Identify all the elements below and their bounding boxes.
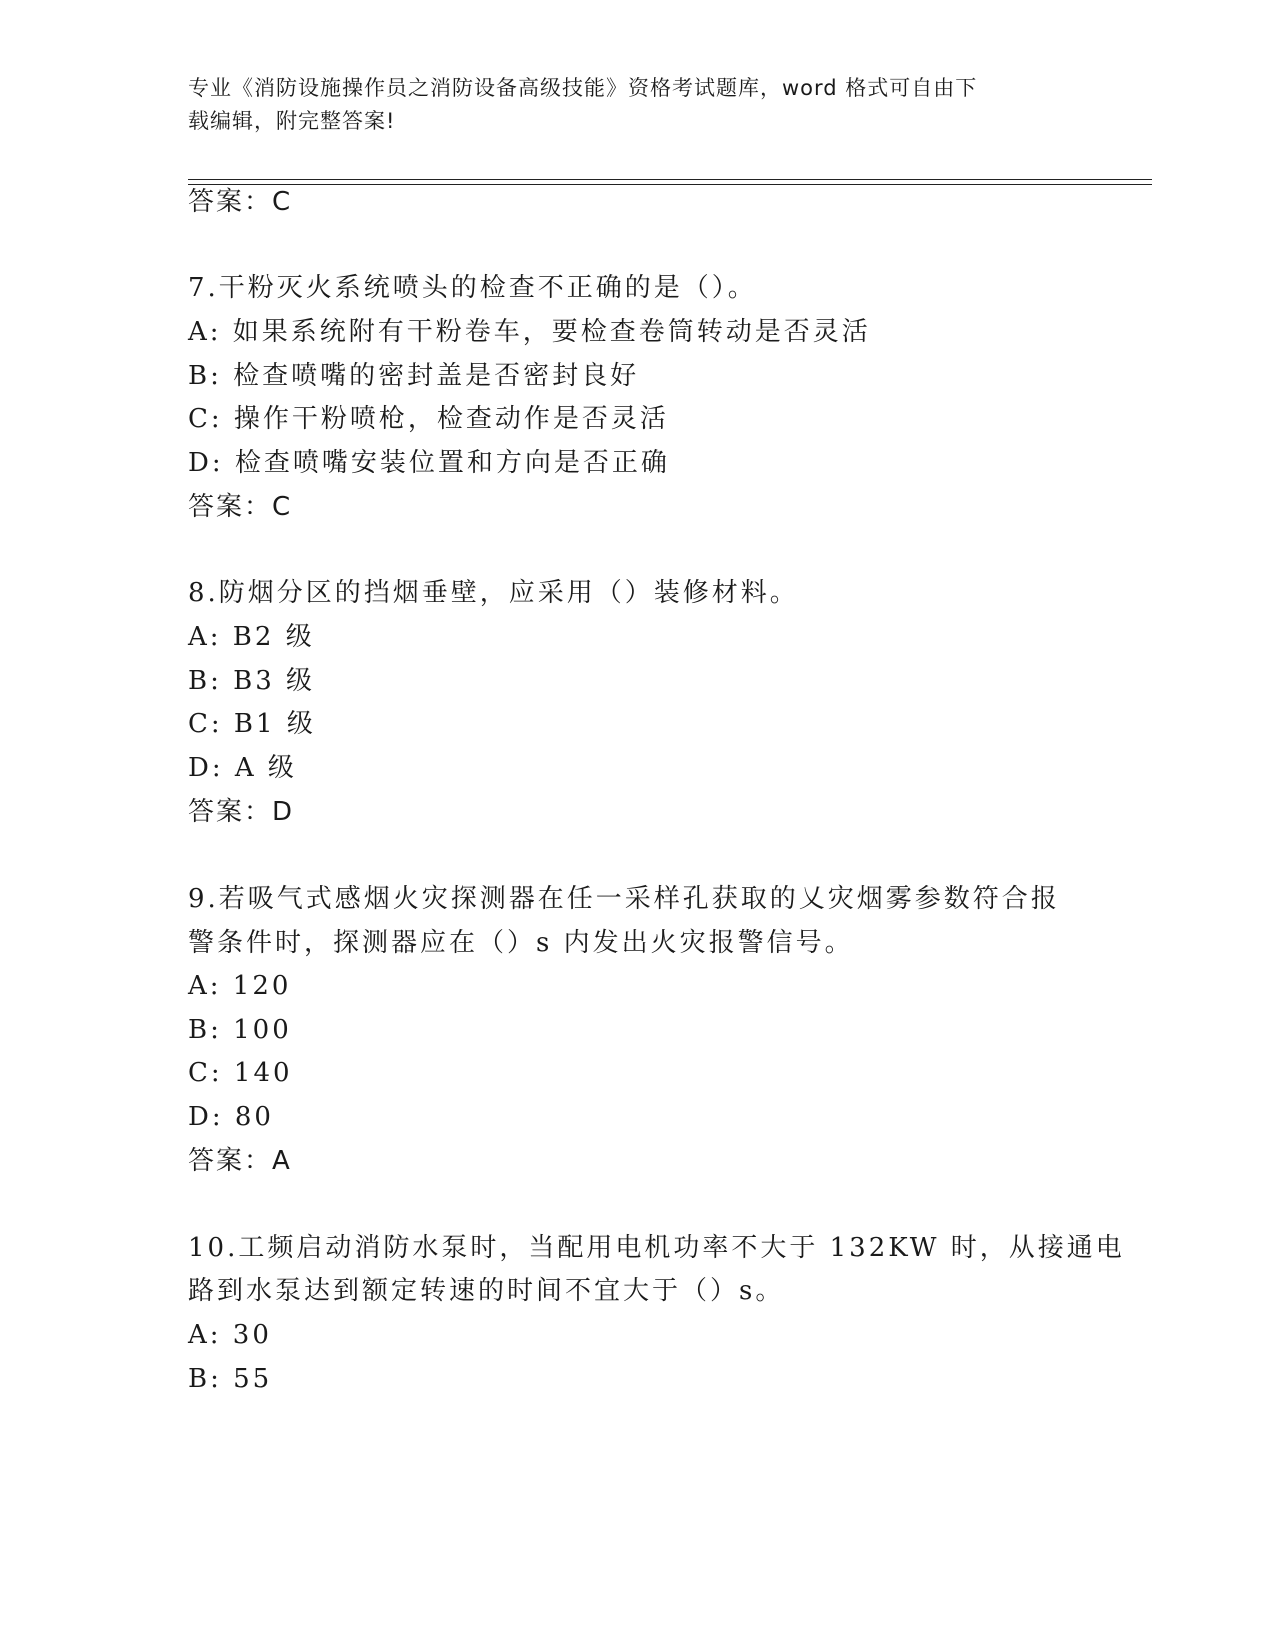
question-stem: 9.若吸气式感烟火灾探测器在任一采样孔获取的乂灾烟雾参数符合报 — [188, 884, 1060, 914]
option-c: C: 140 — [188, 1058, 293, 1088]
header-line-1: 专业《消防设施操作员之消防设备高级技能》资格考试题库，word 格式可自由下 — [188, 76, 978, 100]
option-d: D: 检查喷嘴安装位置和方向是否正确 — [188, 448, 670, 478]
question-stem: 8.防烟分区的挡烟垂壁，应采用（）装修材料。 — [188, 578, 799, 608]
option-b: B: 检查喷嘴的密封盖是否密封良好 — [188, 361, 640, 391]
answer-line: 答案：C — [188, 492, 293, 522]
option-a: A: B2 级 — [188, 622, 315, 652]
question-stem-continued: 路到水泵达到额定转速的时间不宜大于（）s。 — [188, 1276, 785, 1306]
answer-line: 答案：C — [188, 187, 293, 217]
option-b: B: 100 — [188, 1015, 292, 1045]
option-c: C: 操作干粉喷枪，检查动作是否灵活 — [188, 404, 669, 434]
option-c: C: B1 级 — [188, 709, 316, 739]
answer-line: 答案：D — [188, 797, 295, 827]
option-a: A: 120 — [188, 971, 292, 1001]
question-stem: 10.工频启动消防水泵时，当配用电机功率不大于 132KW 时，从接通电 — [188, 1233, 1125, 1263]
option-d: D: 80 — [188, 1102, 274, 1132]
header-line-2: 载编辑，附完整答案! — [188, 109, 396, 133]
option-b: B: B3 级 — [188, 666, 316, 696]
option-a: A: 如果系统附有干粉卷车，要检查卷筒转动是否灵活 — [188, 317, 871, 347]
header-divider-top — [188, 179, 1152, 180]
header-divider-bottom — [188, 184, 1152, 185]
answer-line: 答案：A — [188, 1146, 292, 1176]
document-header — [188, 72, 1068, 138]
option-a: A: 30 — [188, 1320, 272, 1350]
option-b: B: 55 — [188, 1364, 273, 1394]
option-d: D: A 级 — [188, 753, 297, 783]
question-stem: 7.干粉灭火系统喷头的检查不正确的是（）。 — [188, 273, 757, 303]
question-stem-continued: 警条件时，探测器应在（）s 内发出火灾报警信号。 — [188, 928, 854, 958]
